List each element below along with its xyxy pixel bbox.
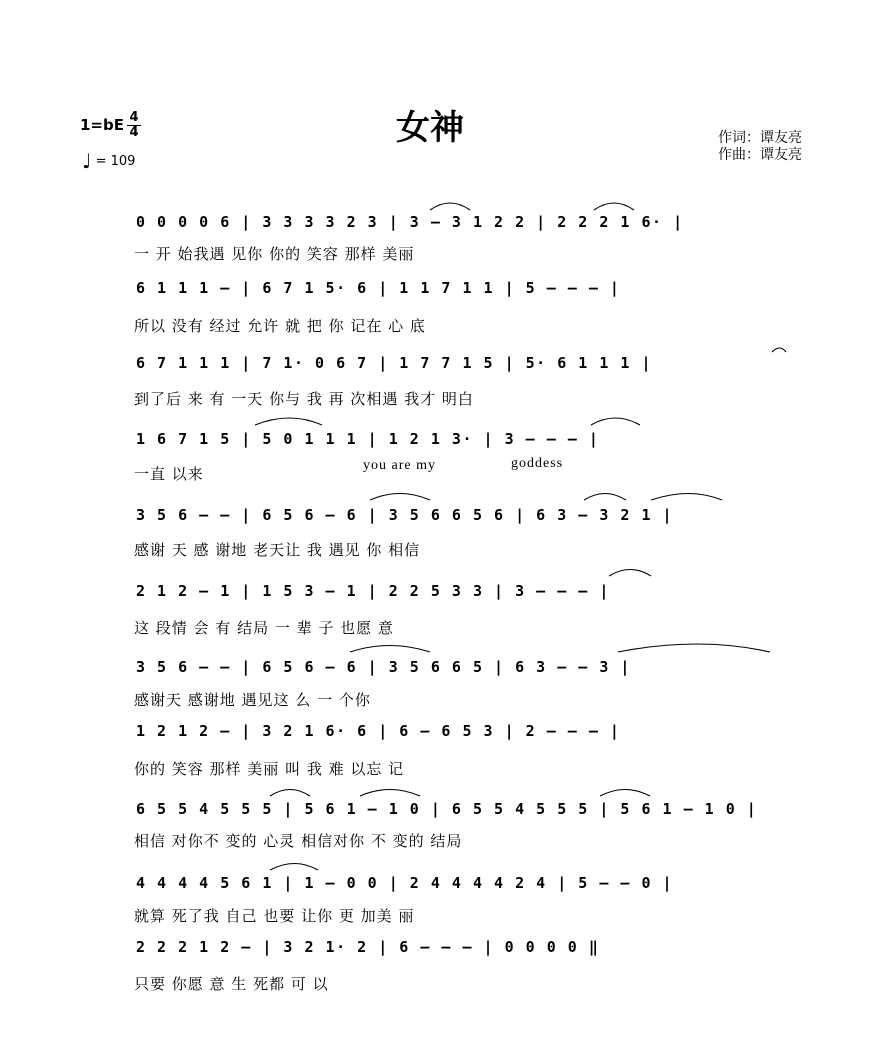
slur-arc xyxy=(430,203,470,210)
notation-row-3: 6 7 1 1 1 | 7 1· 0 6 7 | 1 7 7 1 5 | 5· 6 1 1 1 | xyxy=(136,354,653,372)
lyric-row-10: 就算 死了我 自己 也要 让你 更 加美 丽 xyxy=(134,907,415,925)
slur-arc xyxy=(270,864,318,871)
slur-arc xyxy=(618,644,770,652)
notation-row-5: 3 5 6 – – | 6 5 6 – 6 | 3 5 6 6 5 6 | 6 3 – 3 2 1 | xyxy=(136,506,674,524)
slur-arc xyxy=(772,348,786,352)
slur-arc xyxy=(255,418,322,425)
composer-credit: 作曲：谭友亮 xyxy=(718,147,802,163)
slur-arc xyxy=(651,494,722,501)
lyric-row-7: 感谢天 感谢地 遇见这 么 一 个你 xyxy=(134,691,371,709)
english-lyric-you-are-my: you are my xyxy=(363,458,436,473)
slur-arc xyxy=(350,646,430,653)
credits xyxy=(718,130,802,164)
slur-arc xyxy=(270,790,310,797)
notation-row-11: 2 2 2 1 2 – | 3 2 1· 2 | 6 – – – | 0 0 0 0 ‖ xyxy=(136,938,600,956)
lyric-row-1: 一 开 始我遇 见你 你的 笑容 那样 美丽 xyxy=(134,245,415,263)
lyric-row-5: 感谢 天 感 谢地 老天让 我 遇见 你 相信 xyxy=(134,541,421,559)
lyric-row-11: 只要 你愿 意 生 死都 可 以 xyxy=(134,975,329,993)
song-title: 女神 xyxy=(396,108,464,148)
tempo-marking xyxy=(82,149,135,173)
slur-arc xyxy=(594,203,634,210)
notation-row-8: 1 2 1 2 – | 3 2 1 6· 6 | 6 – 6 5 3 | 2 – – – | xyxy=(136,722,621,740)
lyric-row-3: 到了后 来 有 一天 你与 我 再 次相遇 我才 明白 xyxy=(134,390,474,408)
slur-arc xyxy=(360,790,420,797)
quarter-note-icon: ♩ xyxy=(82,149,92,173)
lyric-row-8: 你的 笑容 那样 美丽 叫 我 难 以忘 记 xyxy=(134,760,405,778)
english-lyric-goddess: goddess xyxy=(511,456,564,471)
slur-arc xyxy=(609,570,651,577)
notation-row-1: 0 0 0 0 6 | 3 3 3 3 2 3 | 3 – 3 1 2 2 | 2 2 2 1 6· | xyxy=(136,213,684,231)
notation-row-4: 1 6 7 1 5 | 5 0 1 1 1 | 1 2 1 3· | 3 – – – | xyxy=(136,430,600,448)
slur-arc xyxy=(600,790,650,797)
notation-row-6: 2 1 2 – 1 | 1 5 3 – 1 | 2 2 5 3 3 | 3 – – – | xyxy=(136,582,610,600)
notation-row-9: 6 5 5 4 5 5 5 | 5 6 1 – 1 0 | 6 5 5 4 5 5 5 | 5 6 1 – 1 0 | xyxy=(136,800,758,818)
slur-arc xyxy=(584,494,626,501)
lyric-row-6: 这 段情 会 有 结局 一 辈 子 也愿 意 xyxy=(134,619,394,637)
slur-arc xyxy=(591,418,640,425)
tempo-value: = 109 xyxy=(95,154,136,169)
lyric-row-4: 一直 以来 xyxy=(134,465,204,483)
key-signature: 1=bE xyxy=(80,116,124,134)
time-signature-bottom: 4 xyxy=(129,125,139,140)
time-signature xyxy=(127,112,141,139)
lyricist-credit: 作词：谭友亮 xyxy=(718,130,802,146)
notation-row-2: 6 1 1 1 – | 6 7 1 5· 6 | 1 1 7 1 1 | 5 – – – | xyxy=(136,279,621,297)
lyric-row-2: 所以 没有 经过 允许 就 把 你 记在 心 底 xyxy=(134,317,426,335)
lyric-row-9: 相信 对你不 变的 心灵 相信对你 不 变的 结局 xyxy=(134,832,463,850)
slur-arc xyxy=(370,494,430,501)
time-signature-top: 4 xyxy=(129,110,139,125)
notation-row-10: 4 4 4 4 5 6 1 | 1 – 0 0 | 2 4 4 4 4 2 4 | 5 – – 0 | xyxy=(136,874,674,892)
notation-row-7: 3 5 6 – – | 6 5 6 – 6 | 3 5 6 6 5 | 6 3 – – 3 | xyxy=(136,658,631,676)
